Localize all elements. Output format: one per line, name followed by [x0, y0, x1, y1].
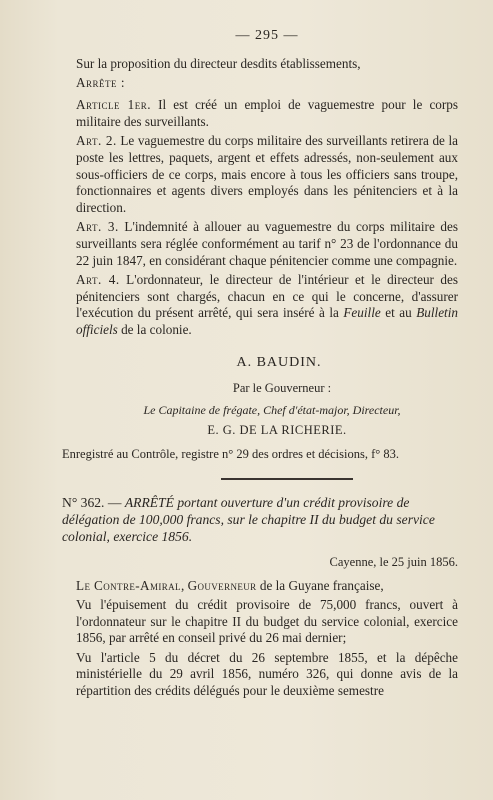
act-lead-sep: ,: [180, 577, 188, 593]
page-number: — 295 —: [235, 28, 299, 43]
act-title: ARRÊTÉ portant ouverture d'un crédit provisoire de délégation de 100,000 francs, sur le chapitre II du budget du service colonial, exercice 1856.: [62, 494, 435, 544]
arrete-heading: Arrête :: [76, 74, 125, 90]
article-4-text-b: et au: [380, 305, 417, 321]
act-date: Cayenne, le 25 juin 1856.: [329, 554, 458, 569]
signature-title: Le Capitaine de frégate, Chef d'état-major, Directeur,: [143, 402, 401, 417]
article-3: [76, 219, 458, 269]
article-2-text: Le vaguemestre du corps militaire des surveillants retirera de la poste les lettres, paquets, argent et effets adressés, non-seulement aux sous-officiers de ce corps, mais encore à tous les officiers sans troupe, fonctionnaires et agents divers employés dans les pénitenciers et à la direction.: [76, 133, 458, 215]
article-3-label: Art. 3.: [76, 219, 119, 235]
article-4-text-a: L'ordonnateur, le directeur de l'intérieur et le directeur des pénitenciers sont chargés, chacun en ce qui le concerne, d'assurer l'exécution du présent arrêté, qui sera inséré à la: [76, 272, 459, 321]
signature-par: Par le Gouverneur :: [232, 380, 332, 395]
act-vu-1: Vu l'épuisement du crédit provisoire de 75,000 francs, ouvert à l'ordonnateur sur le chapitre II du budget du service colonial, exercice 1856, par arrêté en conseil privé du 26 mai dernier;: [76, 597, 458, 646]
act-lead-office: Gouverneur: [187, 577, 257, 593]
article-2: [76, 133, 458, 216]
act-lead: [76, 578, 458, 595]
article-4-text-c: de la colonie.: [117, 321, 192, 337]
page-content: [62, 28, 459, 700]
article-1: [76, 97, 458, 130]
act-number: N° 362. —: [62, 494, 125, 510]
act-heading: [62, 494, 458, 545]
signature-signer: E. G. DE LA RICHERIE.: [207, 422, 347, 437]
act-vu-2: Vu l'article 5 du décret du 26 septembre 1855, et la dépêche ministérielle du 29 avril 1856, numéro 326, qui donne avis de la répartition des crédits délégués pour le deuxième semestre: [76, 649, 458, 699]
article-4-label: Art. 4.: [76, 272, 120, 288]
act-lead-rest: de la Guyane française,: [256, 577, 384, 593]
article-1-text: Il est créé un emploi de vaguemestre pour le corps militaire des surveillants.: [76, 97, 459, 129]
act-lead-rank: Le Contre-Amiral: [76, 577, 181, 593]
article-1-label: Article 1er.: [76, 97, 151, 113]
section-divider: [221, 478, 353, 480]
article-4: [76, 272, 458, 338]
signature-name: A. BAUDIN.: [236, 354, 322, 370]
article-3-text: L'indemnité à allouer au vaguemestre du corps militaire des surveillants sera réglée conformément au tarif n° 23 de l'ordonnance du 22 juin 1847, en considérant chaque pénitencier comme une compagnie.: [76, 219, 458, 268]
registration-line: Enregistré au Contrôle, registre n° 29 des ordres et décisions, f° 83.: [62, 446, 399, 461]
article-2-label: Art. 2.: [76, 133, 117, 149]
intro-paragraph: Sur la proposition du directeur desdits établissements,: [76, 56, 361, 71]
article-4-feuille: Feuille: [343, 305, 381, 321]
article-4-bulletin: Bulletin officiels: [76, 305, 458, 337]
